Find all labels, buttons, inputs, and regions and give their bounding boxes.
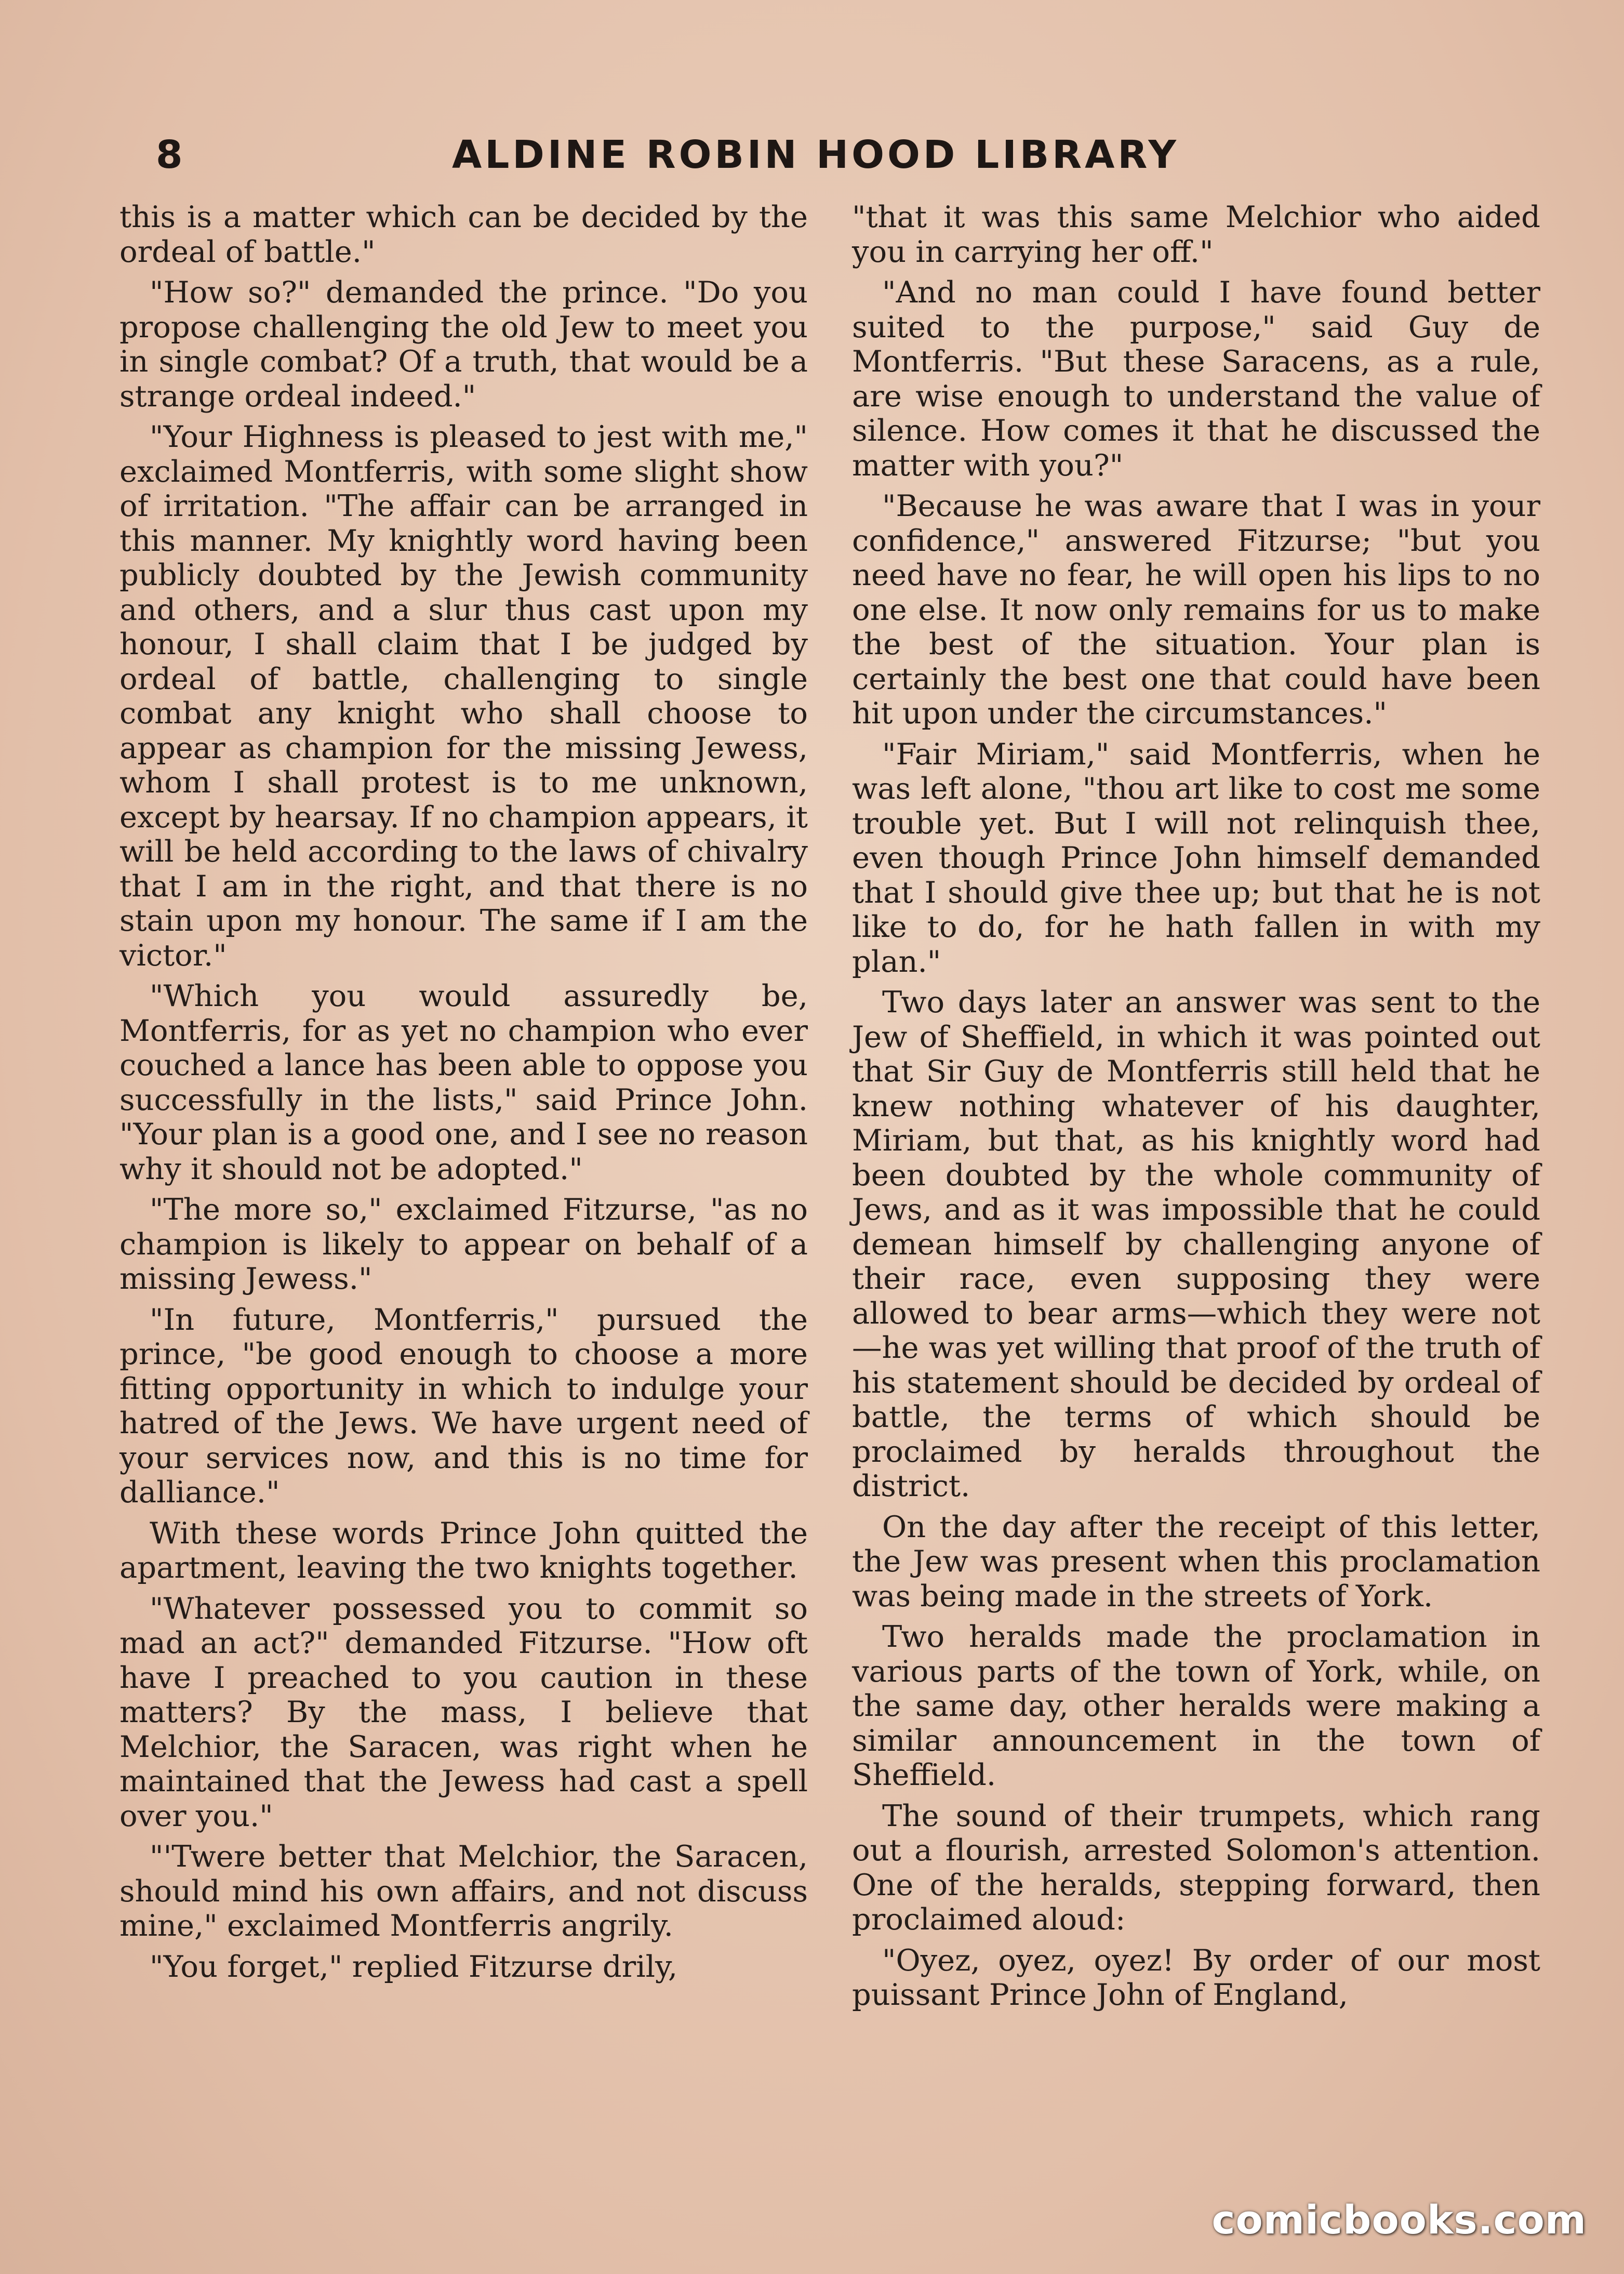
page-number: 8 bbox=[156, 133, 184, 177]
paragraph: On the day after the receipt of this letter, the Jew was present when this proclamation was being made in the streets of York. bbox=[852, 1509, 1540, 1614]
paragraph: "And no man could I have found better suited to the purpose," said Guy de Montferris. "But these Saracens, as a rule, are wise enough to understand the value of silence. How comes it that he discussed the matter with you?" bbox=[852, 275, 1540, 483]
paragraph: "In future, Montferris," pursued the prince, "be good enough to choose a more fitting opportunity in which to indulge your hatred of the Jews. We have urgent need of your services now, and this is no time for dalliance." bbox=[119, 1302, 808, 1510]
paragraph: Two heralds made the proclamation in various parts of the town of York, while, on the same day, other heralds were making a similar announcement in the town of Sheffield. bbox=[852, 1619, 1540, 1792]
paragraph: "Oyez, oyez, oyez! By order of our most puissant Prince John of England, bbox=[852, 1942, 1540, 2012]
paragraph: "'Twere better that Melchior, the Saracen, should mind his own affairs, and not discuss mine," exclaimed Montferris angrily. bbox=[119, 1839, 808, 1943]
paragraph: this is a matter which can be decided by the ordeal of battle." bbox=[119, 200, 808, 269]
paragraph: The sound of their trumpets, which rang out a flourish, arrested Solomon's attention. One of the heralds, stepping forward, then proclaimed aloud: bbox=[852, 1798, 1540, 1937]
paragraph: "Which you would assuredly be, Montferris, for as yet no champion who ever couched a lance has been able to oppose you successfully in the lists," said Prince John. "Your plan is a good one, and I see no reason why it should not be adopted." bbox=[119, 979, 808, 1186]
paragraph: "Because he was aware that I was in your confidence," answered Fitzurse; "but you need have no fear, he will open his lips to no one else. It now only remains for us to make the best of the situation. Your plan is certainly the best one that could have been hit upon under the circumstances." bbox=[852, 488, 1540, 731]
page-header bbox=[0, 133, 1624, 190]
paragraph: "Whatever possessed you to commit so mad an act?" demanded Fitzurse. "How oft have I preached to you caution in these matters? By the mass, I believe that Melchior, the Saracen, was right when he maintained that the Jewess had cast a spell over you." bbox=[119, 1591, 808, 1833]
paragraph: "You forget," replied Fitzurse drily, bbox=[150, 1949, 678, 1984]
paragraph: "that it was this same Melchior who aided you in carrying her off." bbox=[852, 200, 1540, 269]
paragraph: "How so?" demanded the prince. "Do you propose challenging the old Jew to meet you in single combat? Of a truth, that would be a strange ordeal indeed." bbox=[119, 275, 808, 414]
paragraph: "Your Highness is pleased to jest with me," exclaimed Montferris, with some slight show of irritation. "The affair can be arranged in this manner. My knightly word having been publicly doubted by the Jewish community and others, and a slur thus cast upon my honour, I shall claim that I be judged by ordeal of battle, challenging to single combat any knight who shall choose to appear as champion for the missing Jewess, whom I shall protest is to me unknown, except by hearsay. If no champion appears, it will be held according to the laws of chivalry that I am in the right, and that there is no stain upon my honour. The same if I am the victor." bbox=[119, 419, 808, 973]
left-column bbox=[119, 200, 808, 1990]
paragraph: With these words Prince John quitted the apartment, leaving the two knights together. bbox=[119, 1515, 808, 1585]
right-column bbox=[852, 200, 1540, 2019]
paragraph: Two days later an answer was sent to the Jew of Sheffield, in which it was pointed out that Sir Guy de Montferris still held that he knew nothing whatever of his daughter, Miriam, but that, as his knightly word had been doubted by the whole community of Jews, and as it was impossible that he could demean himself by challenging anyone of their race, even supposing they were allowed to bear arms—which they were not—he was yet willing that proof of the truth of his statement should be decided by ordeal of battle, the terms of which should be proclaimed by heralds throughout the district. bbox=[852, 985, 1540, 1503]
paragraph: "Fair Miriam," said Montferris, when he was left alone, "thou art like to cost me some trouble yet. But I will not relinquish thee, even though Prince John himself demanded that I should give thee up; but that he is not like to do, for he hath fallen in with my plan." bbox=[852, 736, 1540, 979]
watermark: comicbooks.com bbox=[1212, 2197, 1587, 2243]
paragraph: "The more so," exclaimed Fitzurse, "as no champion is likely to appear on behalf of a missing Jewess." bbox=[119, 1192, 808, 1296]
running-title: ALDINE ROBIN HOOD LIBRARY bbox=[452, 133, 1179, 177]
